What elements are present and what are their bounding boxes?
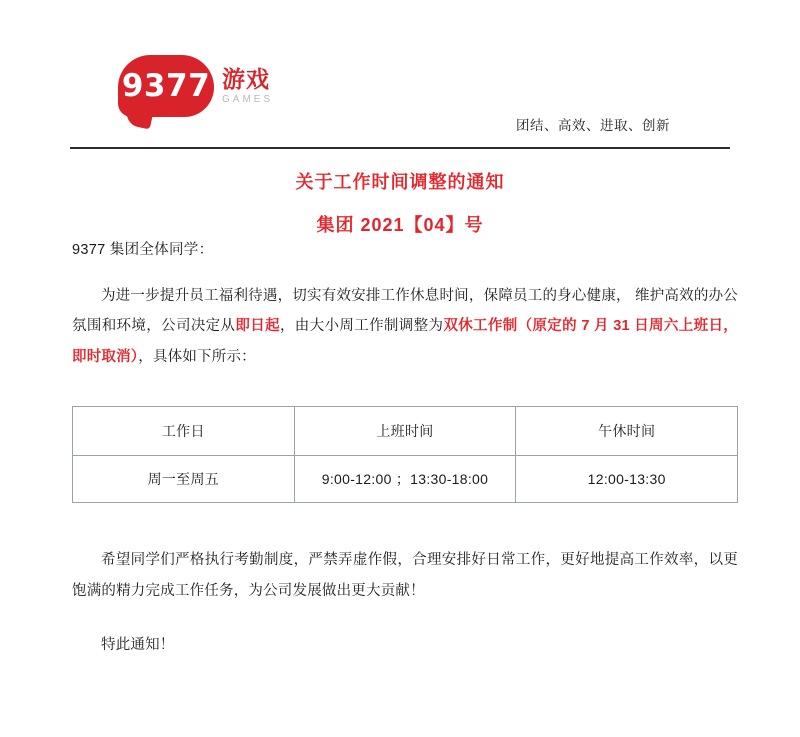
table-cell-lunch-break: 12:00-13:30 <box>516 456 738 503</box>
logo-wordmark-en: GAMES <box>222 93 274 105</box>
table-header-cell-work-hours: 上班时间 <box>294 407 516 456</box>
table-cell-work-hours: 9:00-12:00 ；13:30-18:00 <box>294 456 516 503</box>
document-header <box>0 0 800 140</box>
paragraph-announcement-seg2: ，由大小周工作制调整为 <box>279 318 444 335</box>
table-row <box>73 456 738 503</box>
logo-wordmark <box>222 65 274 105</box>
header-divider <box>70 147 730 149</box>
company-logo <box>118 55 273 117</box>
document-body <box>72 238 738 661</box>
paragraph-announcement-highlight-policy: 双休工作制（原定的 7 月 31 日周六上班日，即时取消） <box>72 318 739 365</box>
table-header-cell-workday: 工作日 <box>73 407 295 456</box>
paragraph-announcement-seg1: 为进一步提升员工福利待遇，切实有效安排工作休息时间，保障员工的身心健康， 维护高效的办公氛围和环境，公司决定从 <box>72 288 738 335</box>
title-document-number: 集团 2021【04】号 <box>316 215 484 235</box>
table-header-row <box>73 407 738 456</box>
logo-number: 9377 <box>121 68 211 104</box>
paragraph-announcement <box>72 281 738 372</box>
title-primary: 关于工作时间调整的通知 <box>295 172 505 192</box>
paragraph-announcement-highlight-effective-date: 即日起 <box>235 318 280 335</box>
schedule-table <box>72 406 738 503</box>
logo-wordmark-cn: 游戏 <box>222 65 270 92</box>
schedule-table-wrap <box>72 406 738 503</box>
paragraph-announcement-seg3: ，具体如下所示： <box>138 348 256 365</box>
logo-blob-icon <box>118 55 214 117</box>
paragraph-expectations: 希望同学们严格执行考勤制度，严禁弄虚作假，合理安排好日常工作，更好地提高工作效率，以更饱满的精力完成工作任务，为公司发展做出更大贡献！ <box>72 552 738 599</box>
salutation: 9377 集团全体同学： <box>72 242 214 258</box>
company-slogan: 团结、高效、进取、创新 <box>516 118 670 133</box>
table-cell-workday: 周一至周五 <box>73 456 295 503</box>
document-title <box>0 168 800 237</box>
table-header-cell-lunch-break: 午休时间 <box>516 407 738 456</box>
paragraph-closing: 特此通知！ <box>101 637 175 654</box>
